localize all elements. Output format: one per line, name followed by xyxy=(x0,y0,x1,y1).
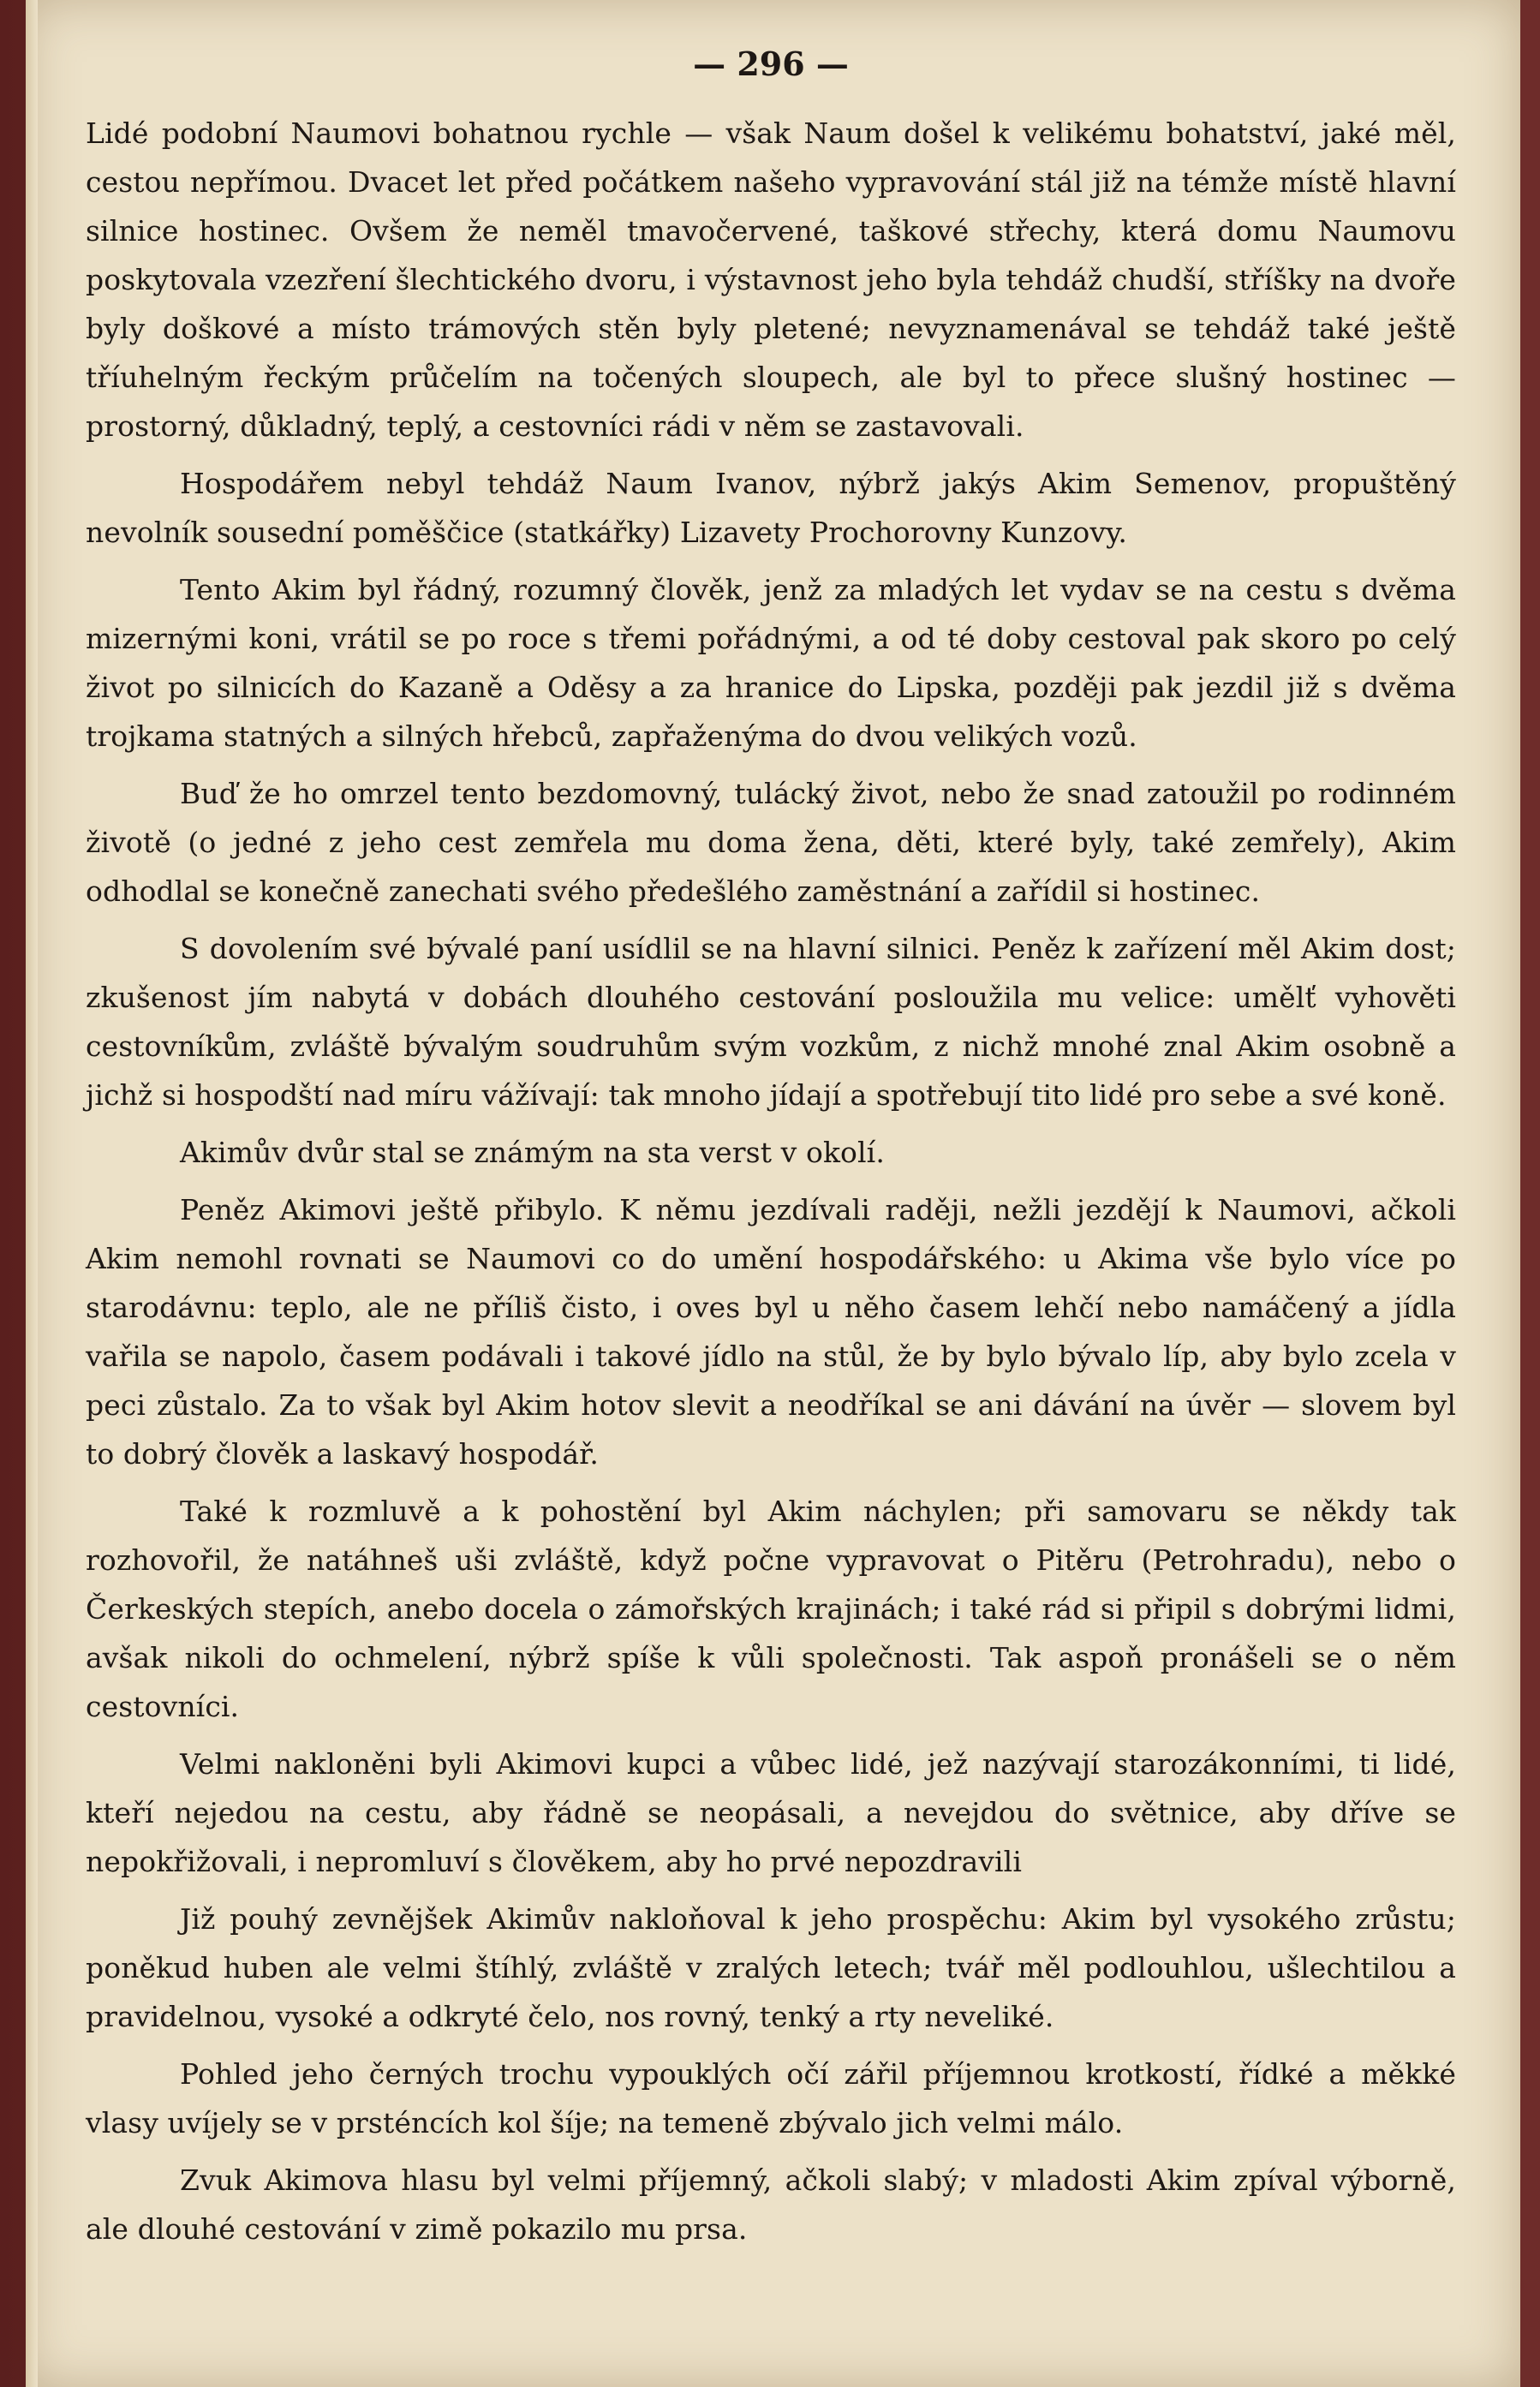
paragraph: Pohled jeho černých trochu vypouklých očí zářil příjemnou krotkostí, řídké a měkké vlasy uvíjely se v prsténcích kol šíje; na temeně zbývalo jich velmi málo. xyxy=(86,2057,1456,2139)
page-edge xyxy=(26,0,38,2387)
page-number: — 296 — xyxy=(693,45,849,83)
paragraph: Zvuk Akimova hlasu byl velmi příjemný, ačkoli slabý; v mladosti Akim zpíval výborně, ale dlouhé cestování v zimě pokazilo mu prsa. xyxy=(86,2163,1456,2246)
paragraph: Hospodářem nebyl tehdáž Naum Ivanov, nýbrž jakýs Akim Semenov, propuštěný nevolník sousední poměščice (statkářky) Lizavety Prochorovny Kunzovy. xyxy=(86,467,1456,549)
paragraph: Akimův dvůr stal se známým na sta verst v okolí. xyxy=(180,1136,885,1169)
paragraph: Peněz Akimovi ještě přibylo. K němu jezdívali raději, nežli jezdějí k Naumovi, ačkoli Akim nemohl rovnati se Naumovi co do umění hospodářského: u Akima vše bylo více po starodávnu: teplo, ale ne příliš čisto, i oves byl u něho časem lehčí nebo namáčený a jídla vařila se napolo, časem podávali i takové jídlo na stůl, že by bylo bývalo líp, aby bylo zcela v peci zůstalo. Za to však byl Akim hotov slevit a neodříkal se ani dávání na úvěr — slovem byl to dobrý člověk a laskavý hospodář. xyxy=(86,1193,1456,1471)
paragraph: Tento Akim byl řádný, rozumný člověk, jenž za mladých let vydav se na cestu s dvěma mizernými koni, vrátil se po roce s třemi pořádnými, a od té doby cestoval pak skoro po celý život po silnicích do Kazaně a Oděsy a za hranice do Lipska, později pak jezdil již s dvěma trojkama statných a silných hřebců, zapřaženýma do dvou velikých vozů. xyxy=(86,573,1456,753)
paragraph: Buď že ho omrzel tento bezdomovný, tulácký život, nebo že snad zatoužil po rodinném životě (o jedné z jeho cest zemřela mu doma žena, děti, které byly, také zemřely), Akim odhodlal se konečně zanechati svého předešlého zaměstnání a zařídil si hostinec. xyxy=(86,777,1456,908)
page-text-block xyxy=(86,30,1456,2262)
paragraph: Již pouhý zevnějšek Akimův nakloňoval k jeho prospěchu: Akim byl vysokého zrůstu; poněkud huben ale velmi štíhlý, zvláště v zralých letech; tvář měl podlouhlou, ušlechtilou a pravidelnou, vysoké a odkryté čelo, nos rovný, tenký a rty neveliké. xyxy=(86,1902,1456,2033)
paragraph: Také k rozmluvě a k pohostění byl Akim náchylen; při samovaru se někdy tak rozhovořil, že natáhneš uši zvláště, když počne vypravovat o Pitěru (Petrohradu), nebo o Čerkeských stepích, anebo docela o zámořských krajinách; i také rád si připil s dobrými lidmi, avšak nikoli do ochmelení, nýbrž spíše k vůli společnosti. Tak aspoň pronášeli se o něm cestovníci. xyxy=(86,1495,1456,1723)
paragraph: Velmi nakloněni byli Akimovi kupci a vůbec lidé, jež nazývají starozákonními, ti lidé, kteří nejedou na cestu, aby řádně se neopásali, a nevejdou do světnice, aby dříve se nepokřižovali, i nepromluví s člověkem, aby ho prvé nepozdravili xyxy=(86,1747,1456,1878)
paragraph: Lidé podobní Naumovi bohatnou rychle — však Naum došel k velikému bohatství, jaké měl, cestou nepřímou. Dvacet let před počátkem našeho vypravování stál již na témže místě hlavní silnice hostinec. Ovšem že neměl tmavočervené, taškové střechy, která domu Naumovu poskytovala vzezření šlechtického dvoru, i výstavnost jeho byla tehdáž chudší, stříšky na dvoře byly doškové a místo trámových stěn byly pletené; nevyznamenával se tehdáž také ještě tříuhelným řeckým průčelím na točených sloupech, ale byl to přece slušný hostinec — prostorný, důkladný, teplý, a cestovníci rádi v něm se zastavovali. xyxy=(86,116,1456,443)
paragraph: S dovolením své bývalé paní usídlil se na hlavní silnici. Peněz k zařízení měl Akim dost; zkušenost jím nabytá v dobách dlouhého cestování posloužila mu velice: umělť vyhověti cestovníkům, zvláště bývalým soudruhům svým vozkům, z nichž mnohé znal Akim osobně a jichž si hospodští nad míru vážívají: tak mnoho jídají a spotřebují tito lidé pro sebe a své koně. xyxy=(86,932,1456,1112)
